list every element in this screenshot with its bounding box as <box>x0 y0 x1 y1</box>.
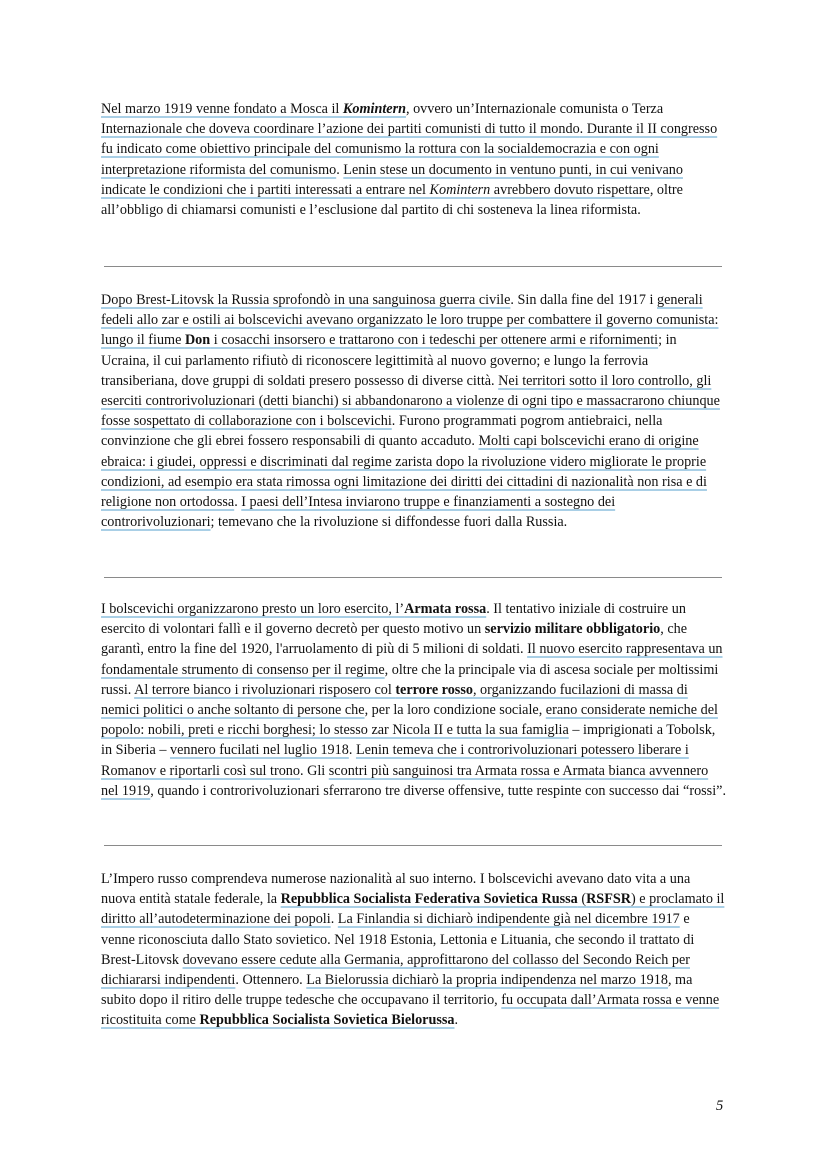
text-segment: . <box>454 1012 459 1029</box>
text-segment: ; temevano che la rivoluzione si diffondesse fuori dalla Russia. <box>210 514 568 531</box>
underlined-text-segment: Al terrore bianco i rivoluzionari risposero col <box>134 681 396 698</box>
underlined-text-segment: Komintern <box>429 181 491 198</box>
underlined-text-segment: , organizzando fucilazioni di massa di nemici politici o anche soltanto di persone che <box>101 681 688 719</box>
text-segment: – imprigionati a Tobolsk, in Siberia – <box>101 722 716 759</box>
underlined-text-segment: Il nuovo esercito rappresentava un fondamentale strumento di consenso per il regime <box>101 641 723 678</box>
text-segment: ; in Ucraina, il cui parlamento rifiutò di riconoscere legittimità al nuovo governo; e lungo la ferrovia transiberiana, dove gruppi di soldati presero possesso di diverse città. <box>101 332 677 389</box>
underlined-text-segment: ) e proclamato il diritto all’autodeterminazione dei popoli <box>101 891 725 928</box>
underlined-text-segment: RSFSR <box>586 891 632 908</box>
horizontal-rule <box>104 845 722 846</box>
underlined-text-segment: i cosacchi insorsero e trattarono con i tedeschi per ottenere armi e rifornimenti <box>210 332 659 349</box>
text-segment: . <box>234 494 242 511</box>
underlined-text-segment: : i giudei, oppressi e discriminati dal regime zarista dopo la rivoluzione videro migliorate le proprie condizioni, ad esempio era stata rimossa ogni limitazione dei diritti dei cittadini di nazionalità non risa e di religione non ortodossa <box>101 453 707 511</box>
underlined-text-segment: fu occupata dall’Armata rossa e venne ricostituita come <box>101 992 720 1029</box>
paragraph-komintern <box>101 99 726 220</box>
underlined-text-segment: Internazionale che doveva coordinare l’azione dei partiti comunisti di tutto il mondo <box>101 121 580 138</box>
underlined-text-segment: . Durante il II congresso fu indicato come obiettivo principale del comunismo la rottura con la socialdemocrazia e con ogni interpretazione riformista del comunismo <box>101 121 718 178</box>
text-segment: , che garantì, entro la fine del 1920, l'arruolamento di più di 5 milioni di soldati. <box>101 621 688 658</box>
underlined-text-segment: Nei territori sotto il loro controllo, gli eserciti controrivoluzionari (detti bianchi) si abbandonarono a violenze di ogni tipo e massacrarono chiunque fosse sospettato di collaborazione con i bolscevichi <box>101 372 720 430</box>
page-number: 5 <box>716 1098 724 1114</box>
underlined-text-segment: La Finlandia si dichiarò indipendente già nel dicembre 1917 <box>337 911 680 928</box>
text-segment: , ovvero un’Internazionale comunista o Terza <box>405 101 664 117</box>
text-segment: L’Impero russo comprendeva numerose nazionalità al suo interno. I bolscevichi avevano dato vita a una nuova entità statale federale, la <box>101 871 691 908</box>
text-segment: e venne riconosciuta dallo Stato sovietico. Nel 1918 Estonia, Lettonia e Lituania, che secondo il trattato di Brest-Litovsk <box>101 911 695 968</box>
paragraph-rsfsr <box>101 869 726 1031</box>
text-segment: , per la loro condizione sociale, <box>364 702 546 719</box>
text-segment: . <box>336 161 344 178</box>
text-segment: , oltre che la principale via di ascesa sociale per moltissimi russi. <box>101 661 719 698</box>
horizontal-rule <box>104 577 722 578</box>
underlined-text-segment: generali fedeli allo zar e ostili ai bolscevichi avevano organizzato le loro truppe per combattere il governo comunista <box>101 292 715 329</box>
text-segment: servizio militare obbligatorio <box>484 621 661 638</box>
underlined-text-segment: ( <box>577 891 587 908</box>
underlined-text-segment: Komintern <box>342 101 406 117</box>
underlined-text-segment: I bolscevichi organizzarono presto un loro esercito, l’ <box>101 601 405 617</box>
text-segment: . <box>330 911 338 928</box>
text-segment: . Il tentativo iniziale di costruire un esercito di volontari fallì e il governo decretò per questo motivo un <box>101 601 686 638</box>
underlined-text-segment: Nel marzo 1919 venne fondato a Mosca il <box>101 101 343 117</box>
underlined-text-segment: Don <box>184 332 211 349</box>
underlined-text-segment: Dopo Brest-Litovsk la Russia sprofondò in una sanguinosa guerra civile <box>101 292 511 308</box>
underlined-text-segment: terrore rosso <box>395 681 473 698</box>
text-segment: . Furono programmati pogrom antiebraici, nella convinzione che gli ebrei fossero responsabili di quanto accaduto. <box>101 413 663 450</box>
text-segment: . <box>348 742 356 759</box>
paragraph-armata-rossa <box>101 599 726 801</box>
text-segment: , oltre all’obbligo di chiamarsi comunisti e l’esclusione dal partito di chi sosteneva la linea riformista. <box>101 181 683 219</box>
underlined-text-segment: Repubblica Socialista Sovietica Bielorussa <box>199 1012 455 1029</box>
paragraph-guerra-civile <box>101 290 726 532</box>
underlined-text-segment: Repubblica Socialista Federativa Sovietica Russa <box>280 891 578 908</box>
text-segment: . Gli <box>300 762 329 779</box>
text-segment: . Sin dalla fine del 1917 i <box>510 292 657 308</box>
text-segment: , ma subito dopo il ritiro delle truppe tedesche che occupavano il territorio, <box>101 972 693 1009</box>
underlined-text-segment: Lenin stese un documento in ventuno punti, in cui venivano indicate le condizioni che i partiti interessati a entrare nel <box>101 161 683 198</box>
underlined-text-segment: Molti capi bolscevichi erano di origine ebraica <box>101 433 699 470</box>
underlined-text-segment: Lenin temeva che i controrivoluzionari potessero liberare i Romanov e riportarli così sul trono <box>101 742 689 779</box>
underlined-text-segment: vennero fucilati nel luglio 1918 <box>169 742 349 759</box>
text-segment: , quando i controrivoluzionari sferrarono tre diverse offensive, tutte respinte con successo dai “rossi”. <box>150 782 726 799</box>
underlined-text-segment: avrebbero dovuto rispettare <box>490 181 650 198</box>
text-segment: . Ottennero. <box>235 972 307 989</box>
horizontal-rule <box>104 266 722 267</box>
underlined-text-segment: dovevano essere cedute alla Germania, approfittarono del collasso del Secondo Reich per dichiararsi indipendenti <box>101 951 690 989</box>
underlined-text-segment: : lungo il fiume <box>101 312 719 349</box>
underlined-text-segment: erano considerate nemiche del popolo: nobili, preti e ricchi borghesi; lo stesso zar Nicola II e tutta la sua famiglia <box>101 702 718 739</box>
underlined-text-segment: scontri più sanguinosi tra Armata rossa e Armata bianca avvennero nel 1919 <box>101 762 709 799</box>
underlined-text-segment: Armata rossa <box>404 601 487 617</box>
underlined-text-segment: I paesi dell’Intesa inviarono truppe e finanziamenti a sostegno dei controrivoluzionari <box>101 494 616 531</box>
underlined-text-segment: La Bielorussia dichiarò la propria indipendenza nel marzo 1918 <box>306 972 668 989</box>
